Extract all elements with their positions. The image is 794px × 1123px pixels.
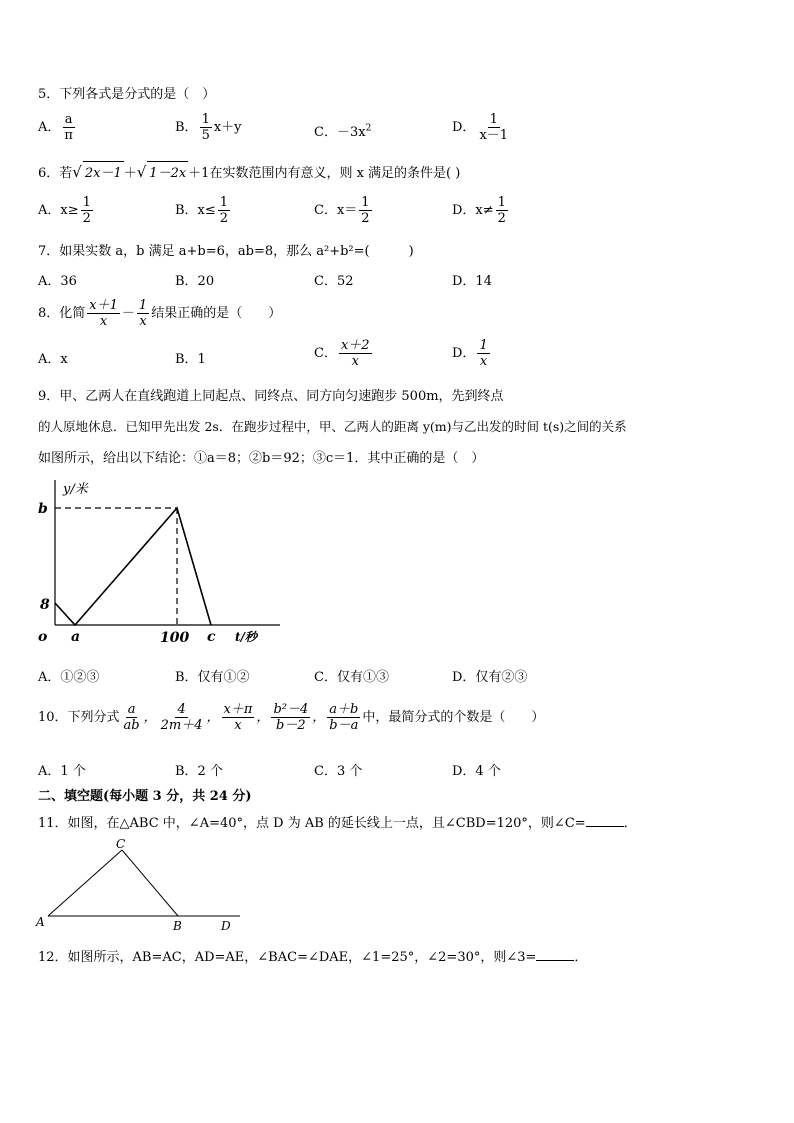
q7-stem: 7．如果实数 a，b 满足 a+b=6，ab=8，那么 a²+b²=( )	[38, 244, 414, 259]
q12-stem: 12．如图所示，AB=AC，AD=AE，∠BAC=∠DAE，∠1=25°，∠2=30°，则∠3= ．	[38, 950, 588, 965]
label-c: C	[116, 837, 126, 851]
q11-triangle-figure	[30, 832, 250, 934]
q7-option-b: B．20	[175, 274, 215, 289]
q8-option-b: B．1	[175, 352, 206, 367]
q7-option-c: C．52	[314, 274, 354, 289]
q9-option-a: A．①②③	[38, 670, 100, 685]
origin-label: o	[38, 629, 48, 645]
y-axis-label: y/米	[63, 482, 88, 497]
q10-option-a: A．1 个	[38, 764, 86, 779]
q9-line-3: 如图所示，给出以下结论：①a＝8；②b＝92；③c＝1．其中正确的是（ ）	[38, 451, 485, 466]
q6-option-a: A．x≥ $\frac{1}{2}$	[38, 195, 91, 226]
q10-fraction: $\frac{x+\pi}{x}$	[223, 702, 253, 733]
q10-stem: 10．下列分式 $\frac{a}{ab}$ ， $\frac{4}{2m+4}$ ， $\frac{x+\pi}{x}$ ， $\frac{\text{b²－4}}{b-2}$ ， $\frac{a+b}{b-a}$ 中，最简分式的个数是（ ）	[38, 702, 545, 733]
label-d: D	[221, 919, 231, 933]
side-ac	[48, 850, 122, 916]
q9-line-2: 的人原地休息．已知甲先出发 2s．在跑步过程中，甲、乙两人的距离 y(m)与乙出发的时间 t(s)之间的关系	[38, 419, 627, 434]
y-tick-label-b: b	[38, 501, 48, 517]
x-tick-label-a: a	[71, 629, 81, 645]
q6-option-d: D．x≠ $\frac{1}{2}$	[452, 195, 506, 226]
q9-chart	[30, 475, 290, 650]
q8-stem: 8．化简 $\frac{x+1}{x}$ － $\frac{1}{x}$ 结果正确的是（ ）	[38, 298, 282, 329]
q10-fraction: $\frac{a}{ab}$	[123, 702, 140, 733]
q10-option-d: D．4 个	[452, 764, 501, 779]
q10-option-b: B．2 个	[175, 764, 223, 779]
label-b: B	[173, 919, 182, 933]
q5-option-d: D． $\frac{1}{x-1}$	[452, 112, 509, 143]
q10-fraction: $\frac{a+b}{b-a}$	[329, 702, 359, 733]
y-tick-label-8: 8	[40, 597, 50, 613]
q11-answer-blank	[586, 826, 624, 827]
q5-option-a: A． $\frac{a}{\pi}$	[38, 112, 73, 143]
q12-answer-blank	[536, 960, 574, 961]
q6-option-b: B．x≤ $\frac{1}{2}$	[175, 195, 229, 226]
side-cb	[122, 850, 178, 916]
section-2-heading: 二、填空题(每小题 3 分，共 24 分)	[38, 789, 252, 804]
q5-option-b: B． $\frac{1}{5}$ x＋y	[175, 112, 242, 143]
q7-option-a: A．36	[38, 274, 77, 289]
x-axis-label: t/秒	[235, 630, 257, 644]
q8-option-d: D． $\frac{1}{x}$	[452, 338, 488, 369]
q10-option-c: C．3 个	[314, 764, 363, 779]
q8-option-c: C． $\frac{x+2}{x}$	[314, 338, 370, 369]
q9-option-c: C．仅有①③	[314, 670, 389, 685]
q9-option-b: B．仅有①②	[175, 670, 250, 685]
q10-fraction: $\frac{4}{2m+4}$	[160, 702, 203, 733]
q6-stem: 6．若√ 2x－1 ＋√ 1－2x ＋1在实数范围内有意义，则 x 满足的条件是( )	[38, 163, 461, 181]
x-tick-label-100: 100	[160, 630, 190, 646]
q8-option-a: A．x	[38, 352, 68, 367]
q5-stem: 5．下列各式是分式的是（ ）	[38, 87, 216, 102]
x-tick-label-c: c	[207, 629, 216, 645]
q5-option-c: C．$-3x^2$	[314, 123, 372, 140]
q7-option-d: D．14	[452, 274, 492, 289]
q9-line-1: 9．甲、乙两人在直线跑道上同起点、同终点、同方向匀速跑步 500m，先到终点	[38, 389, 504, 404]
q11-stem: 11．如图，在△ABC 中，∠A=40°，点 D 为 AB 的延长线上一点，且∠CBD=120°，则∠C= ．	[38, 816, 637, 831]
q10-fraction: $\frac{\text{b²－4}}{b-2}$	[273, 702, 309, 733]
label-a: A	[36, 915, 45, 929]
q6-option-c: C．x＝ $\frac{1}{2}$	[314, 195, 370, 226]
q9-option-d: D．仅有②③	[452, 670, 528, 685]
series-line	[55, 508, 211, 625]
